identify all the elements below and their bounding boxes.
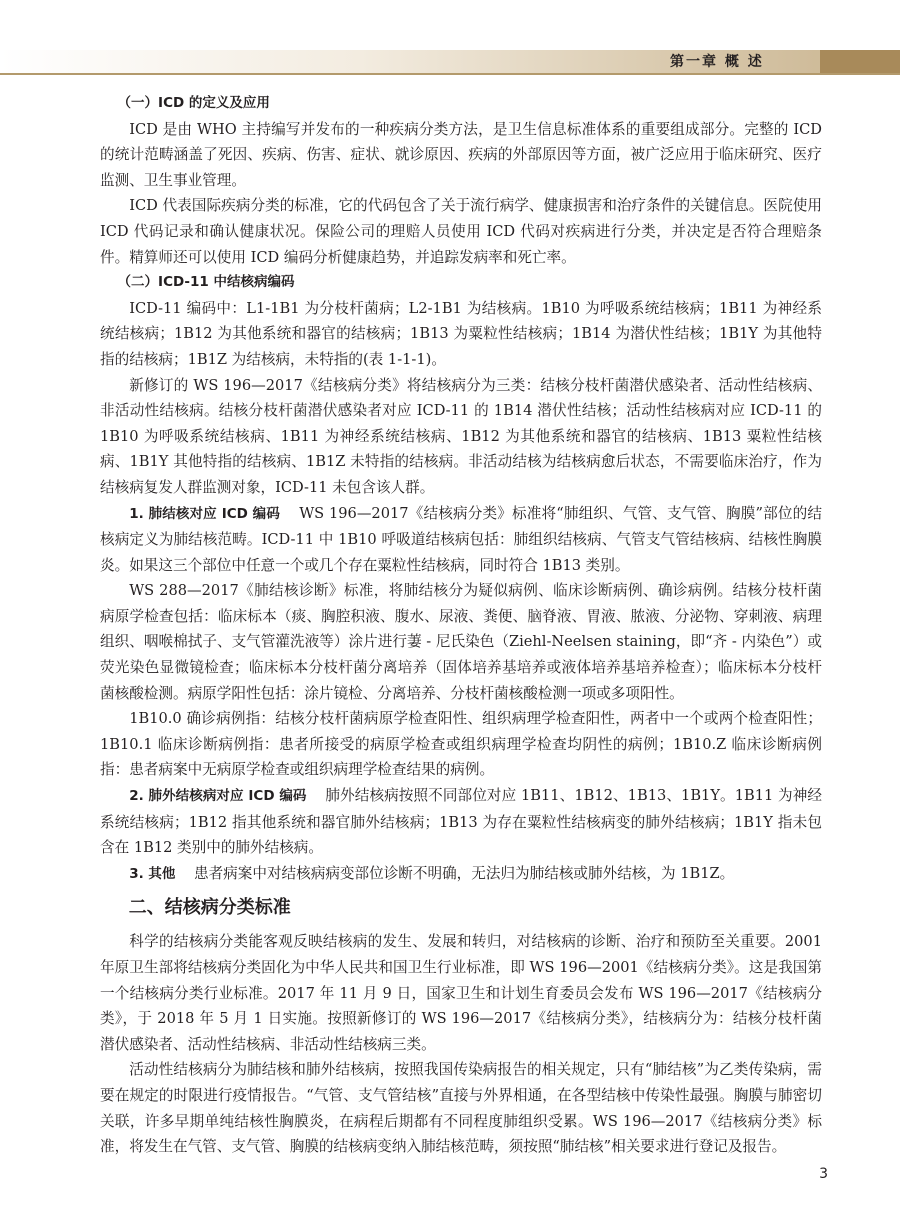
paragraph: WS 288—2017《肺结核诊断》标准，将肺结核分为疑似病例、临床诊断病例、确诊病例。结核分枝杆菌病原学检查包括：临床标本（痰、胸腔积液、腹水、尿液、粪便、脑脊液、胃液、脓液、分泌物、穿刺液、病理组织、咽喉棉拭子、支气管灌洗液等）涂片进行萋 - 尼氏染色（Ziehl-Neelsen staining，即“齐 - 内染色”）或荧光染色显微镜检查；临床标本分枝杆菌分离培养（固体培养基培养或液体培养基培养检查）；临床标本分枝杆菌核酸检测。病原学阳性包括：涂片镜检、分离培养、分枝杆菌核酸检测一项或多项阳性。: [100, 582, 822, 702]
paragraph: ICD-11 编码中：L1-1B1 为分枝杆菌病；L2-1B1 为结核病。1B10 为呼吸系统结核病；1B11 为神经系统结核病；1B12 为其他系统和器官的结核病；1B13 为粟粒性结核病；1B14 为潜伏性结核；1B1Y 为其他特指的结核病；1B1Z 为结核病，未特指的(表 1-1-1)。: [100, 299, 822, 368]
header-rule: [0, 73, 900, 75]
item-label: 1. 肺结核对应 ICD 编码: [129, 505, 280, 522]
section-heading-icd11-tb: （二）ICD-11 中结核病编码: [117, 274, 295, 291]
paragraph: ICD 是由 WHO 主持编写并发布的一种疾病分类方法，是卫生信息标准体系的重要组成部分。完整的 ICD 的统计范畴涵盖了死因、疾病、伤害、症状、就诊原因、疾病的外部原因等方面，被广泛应用于临床研究、医疗监测、卫生事业管理。: [100, 120, 822, 189]
paragraph: 新修订的 WS 196—2017《结核病分类》将结核病分为三类：结核分枝杆菌潜伏感染者、活动性结核病、非活动性结核病。结核分枝杆菌潜伏感染者对应 ICD-11 的 1B14 潜伏性结核；活动性结核病对应 ICD-11 的 1B10 为呼吸系统结核病、1B11 为神经系统结核病、1B12 为其他系统和器官的结核病、1B13 粟粒性结核病、1B1Y 其他特指的结核病、1B1Z 未特指的结核病。非活动结核为结核病愈后状态，不需要临床治疗，作为结核病复发人群监测对象，ICD-11 未包含该人群。: [100, 376, 822, 496]
section-heading-classification: 二、结核病分类标准: [128, 897, 291, 919]
paragraph: 活动性结核病分为肺结核和肺外结核病，按照我国传染病报告的相关规定，只有“肺结核”为乙类传染病，需要在规定的时限进行疫情报告。“气管、支气管结核”直接与外界相通，在各型结核中传染性最强。胸膜与肺密切关联，许多早期单纯结核性胸膜炎，在病程后期都有不同程度肺组织受累。WS 196—2017《结核病分类》标准，将发生在气管、支气管、胸膜的结核病变纳入肺结核范畴，须按照“肺结核”相关要求进行登记及报告。: [100, 1061, 822, 1156]
item-text: 患者病案中对结核病病变部位诊断不明确，无法归为肺结核或肺外结核，为 1B1Z。: [193, 864, 735, 882]
page-content: [100, 91, 822, 1160]
item-text: WS 196—2017《结核病分类》标准将“肺组织、气管、支气管、胸膜”部位的结核病定义为肺结核范畴。ICD-11 中 1B10 呼吸道结核病包括：肺组织结核病、气管支气管结核病、结核性胸膜炎。如果这三个部位中任意一个或几个存在粟粒性结核病，同时符合 1B13 类别。: [100, 504, 823, 574]
header-tab: [820, 50, 900, 73]
item-label: 3. 其他: [129, 865, 176, 882]
paragraph: ICD 代表国际疾病分类的标准，它的代码包含了关于流行病学、健康损害和治疗条件的关键信息。医院使用 ICD 代码记录和确认健康状况。保险公司的理赔人员使用 ICD 代码对疾病进行分类，并决定是否符合理赔条件。精算师还可以使用 ICD 编码分析健康趋势，并追踪发病率和死亡率。: [100, 197, 822, 266]
section-heading-icd-definition: （一）ICD 的定义及应用: [117, 95, 270, 111]
paragraph: 科学的结核病分类能客观反映结核病的发生、发展和转归，对结核病的诊断、治疗和预防至关重要。2001 年原卫生部将结核病分类固化为中华人民共和国卫生行业标准，即 WS 196—2001《结核病分类》。这是我国第一个结核病分类行业标准。2017 年 11 月 9 日，国家卫生和计划生育委员会发布 WS 196—2017《结核病分类》，于 2018 年 5 月 1 日实施。按照新修订的 WS 196—2017《结核病分类》，结核病分为：结核分枝杆菌潜伏感染者、活动性结核病、非活动性结核病三类。: [100, 933, 822, 1053]
page-number: 3: [819, 1166, 828, 1182]
numbered-item-extrapulmonary: [100, 783, 822, 861]
numbered-item-pulmonary: [100, 501, 822, 579]
chapter-title: 第一章 概 述: [670, 54, 764, 70]
numbered-item-other: [100, 861, 822, 888]
paragraph: 1B10.0 确诊病例指：结核分枝杆菌病原学检查阳性、组织病理学检查阳性，两者中一个或两个检查阳性；1B10.1 临床诊断病例指：患者所接受的病原学检查或组织病理学检查均阴性的病例；1B10.Z 临床诊断病例指：患者病案中无病原学检查或组织病理学检查结果的病例。: [100, 710, 822, 779]
item-text: 肺外结核病按照不同部位对应 1B11、1B12、1B13、1B1Y。1B11 为神经系统结核病；1B12 指其他系统和器官肺外结核病；1B13 为存在粟粒性结核病变的肺外结核病；1B1Y 指未包含在 1B12 类别中的肺外结核病。: [100, 787, 822, 857]
item-label: 2. 肺外结核病对应 ICD 编码: [129, 788, 307, 805]
